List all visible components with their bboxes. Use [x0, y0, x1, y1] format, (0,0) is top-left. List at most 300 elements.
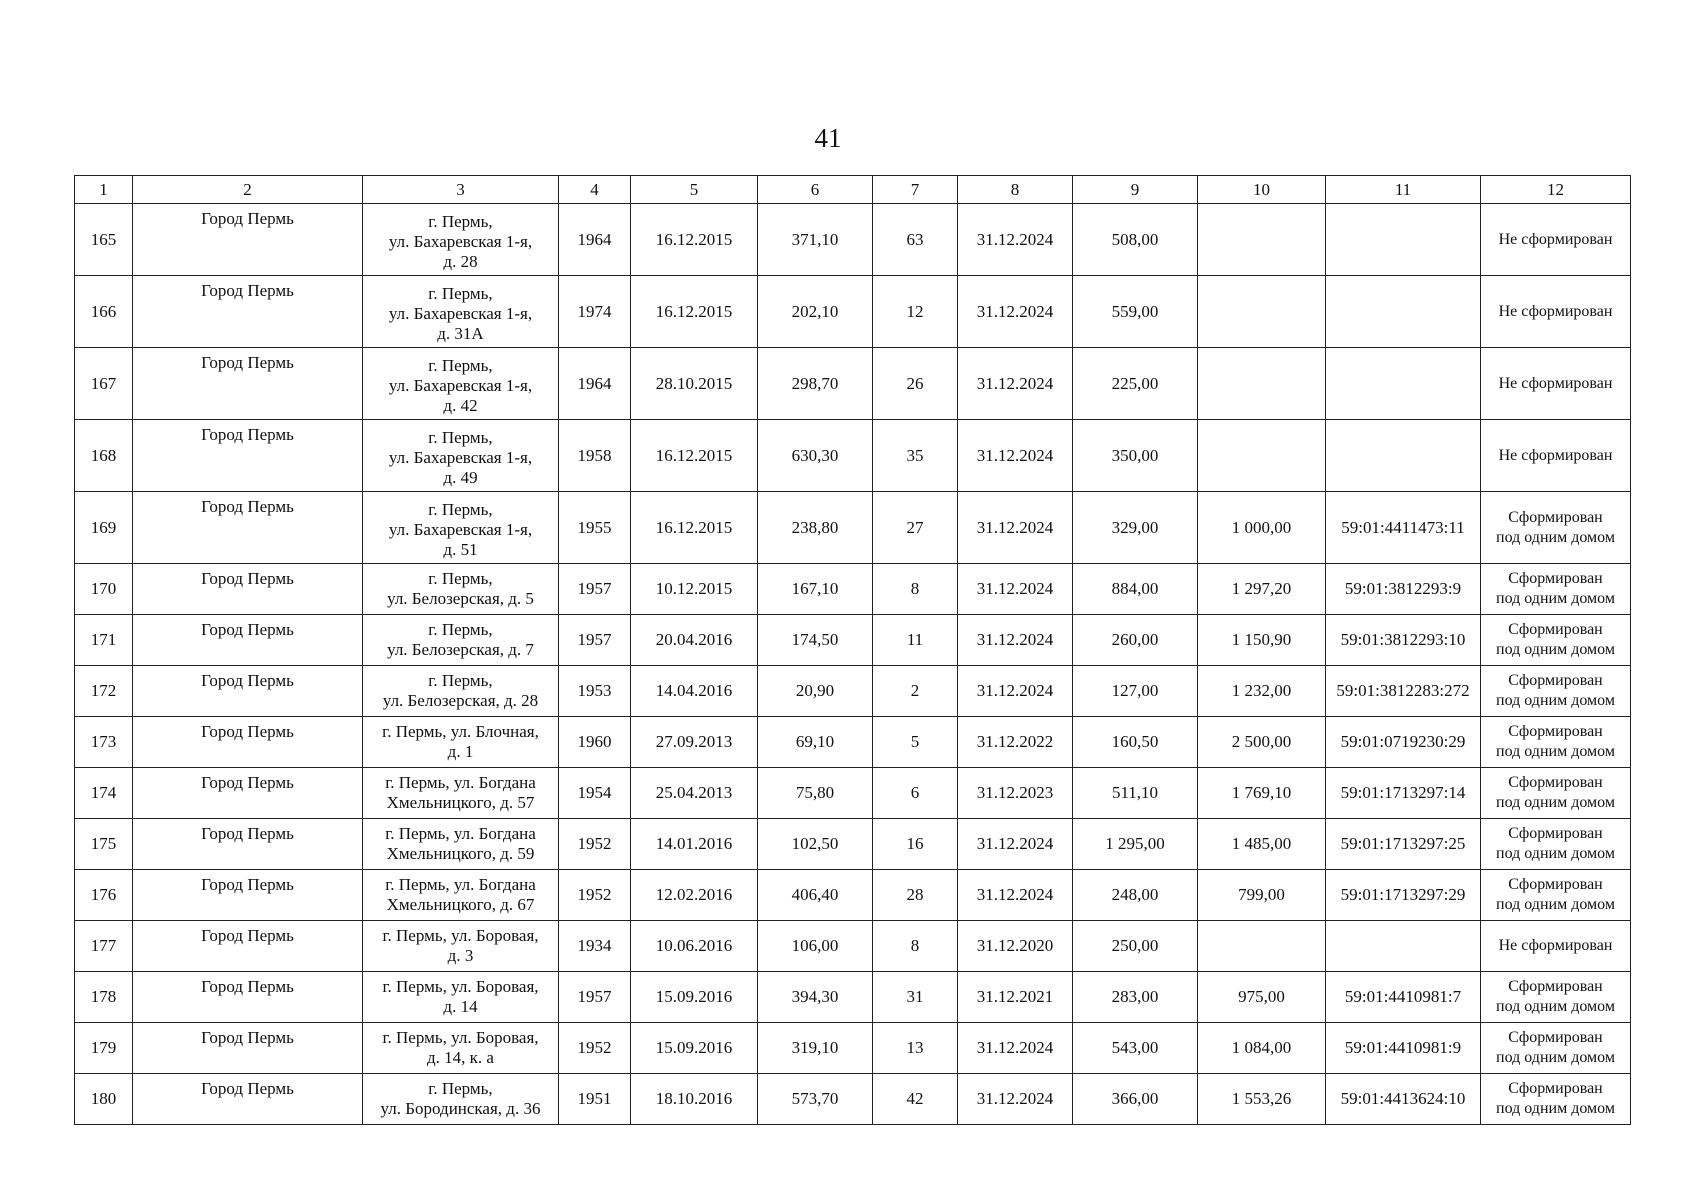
- year-built-cell: [559, 276, 631, 348]
- land-plot-status-cell: [1481, 348, 1631, 420]
- table-row: [75, 819, 1631, 870]
- recognition-date-cell: [631, 819, 758, 870]
- land-plot-area-cell: [1198, 666, 1326, 717]
- recognition-date-cell: [631, 1023, 758, 1074]
- land-plot-status: Сформирован под одним домом: [1496, 1029, 1615, 1066]
- land-plot-status-cell: [1481, 768, 1631, 819]
- land-plot-status: Не сформирован: [1498, 302, 1613, 320]
- table-row: [75, 1023, 1631, 1074]
- planned-resettlement-date: 31.12.2024: [976, 681, 1054, 700]
- planned-resettlement-date: 31.12.2024: [976, 445, 1054, 465]
- area-cell: [758, 921, 873, 972]
- row-number-cell: [75, 717, 133, 768]
- area-cell: [758, 666, 873, 717]
- planned-resettlement-date: 31.12.2024: [976, 885, 1054, 904]
- land-plot-area-cell: [1198, 615, 1326, 666]
- cadastral-number-cell: [1326, 276, 1481, 348]
- municipality-cell: [133, 564, 363, 615]
- recognition-date: 18.10.2016: [655, 1089, 733, 1108]
- address: г. Пермь, ул. Бородинская, д. 36: [380, 1079, 541, 1118]
- table-row: [75, 1074, 1631, 1125]
- address-cell: [363, 1023, 559, 1074]
- recognition-date-cell: [631, 276, 758, 348]
- area: 174,50: [791, 630, 839, 649]
- municipality-cell: [133, 348, 363, 420]
- table-row: [75, 666, 1631, 717]
- area-to-resettle-cell: [1073, 870, 1198, 921]
- area: 102,50: [791, 834, 839, 853]
- recognition-date-cell: [631, 921, 758, 972]
- municipality-cell: [133, 276, 363, 348]
- land-plot-status: Не сформирован: [1498, 374, 1613, 392]
- year-built: 1952: [577, 834, 612, 853]
- cadastral-number-cell: [1326, 768, 1481, 819]
- cadastral-number: 59:01:1713297:29: [1340, 885, 1466, 904]
- year-built: 1964: [577, 373, 612, 393]
- row-number-cell: [75, 870, 133, 921]
- table-row: [75, 492, 1631, 564]
- land-plot-status-cell: [1481, 819, 1631, 870]
- land-plot-area: 1 084,00: [1231, 1038, 1292, 1057]
- column-header: 9: [1073, 176, 1198, 204]
- planned-resettlement-date-cell: [958, 1023, 1073, 1074]
- cadastral-number-cell: [1326, 717, 1481, 768]
- table-row: [75, 276, 1631, 348]
- land-plot-status: Сформирован под одним домом: [1496, 570, 1615, 607]
- residents-count-cell: [873, 1023, 958, 1074]
- cadastral-number-cell: [1326, 921, 1481, 972]
- row-number-cell: [75, 1023, 133, 1074]
- column-header: 8: [958, 176, 1073, 204]
- table-row: [75, 768, 1631, 819]
- address-cell: [363, 348, 559, 420]
- housing-table: [74, 175, 1631, 1125]
- cadastral-number-cell: [1326, 819, 1481, 870]
- column-header: 7: [873, 176, 958, 204]
- cadastral-number: 59:01:1713297:25: [1340, 834, 1466, 853]
- year-built-cell: [559, 564, 631, 615]
- recognition-date: 10.12.2015: [655, 579, 733, 598]
- land-plot-status: Сформирован под одним домом: [1496, 774, 1615, 811]
- residents-count-cell: [873, 564, 958, 615]
- municipality: Город Пермь: [201, 824, 294, 843]
- address-cell: [363, 564, 559, 615]
- column-number-row: [75, 176, 1631, 204]
- address-cell: [363, 276, 559, 348]
- area-to-resettle-cell: [1073, 348, 1198, 420]
- recognition-date: 15.09.2016: [655, 1038, 733, 1057]
- municipality: Город Пермь: [201, 773, 294, 792]
- land-plot-area: 1 769,10: [1231, 783, 1292, 802]
- housing-table-container: [74, 175, 1630, 1125]
- row-number-cell: [75, 768, 133, 819]
- land-plot-status-cell: [1481, 717, 1631, 768]
- land-plot-status: Не сформирован: [1498, 230, 1613, 248]
- land-plot-area-cell: [1198, 492, 1326, 564]
- municipality-cell: [133, 420, 363, 492]
- area: 394,30: [791, 987, 839, 1006]
- cadastral-number: 59:01:3812293:10: [1340, 630, 1466, 649]
- column-header: 6: [758, 176, 873, 204]
- area-cell: [758, 1023, 873, 1074]
- address-cell: [363, 615, 559, 666]
- area-to-resettle-cell: [1073, 717, 1198, 768]
- residents-count: 2: [910, 681, 920, 700]
- cadastral-number: 59:01:4410981:7: [1344, 987, 1462, 1006]
- planned-resettlement-date: 31.12.2024: [976, 630, 1054, 649]
- area-to-resettle-cell: [1073, 492, 1198, 564]
- planned-resettlement-date: 31.12.2023: [976, 783, 1054, 802]
- residents-count-cell: [873, 870, 958, 921]
- recognition-date-cell: [631, 1074, 758, 1125]
- municipality: Город Пермь: [201, 620, 294, 639]
- land-plot-area-cell: [1198, 204, 1326, 276]
- area-to-resettle-cell: [1073, 819, 1198, 870]
- row-number-cell: [75, 204, 133, 276]
- row-number-cell: [75, 564, 133, 615]
- recognition-date-cell: [631, 972, 758, 1023]
- address: г. Пермь, ул. Бахаревская 1-я, д. 42: [388, 355, 533, 415]
- row-number-cell: [75, 972, 133, 1023]
- land-plot-status: Сформирован под одним домом: [1496, 978, 1615, 1015]
- residents-count-cell: [873, 972, 958, 1023]
- planned-resettlement-date: 31.12.2024: [976, 579, 1054, 598]
- municipality: Город Пермь: [201, 281, 294, 300]
- municipality-cell: [133, 615, 363, 666]
- municipality: Город Пермь: [201, 569, 294, 588]
- planned-resettlement-date-cell: [958, 615, 1073, 666]
- residents-count: 8: [910, 579, 920, 598]
- land-plot-area-cell: [1198, 870, 1326, 921]
- recognition-date-cell: [631, 768, 758, 819]
- planned-resettlement-date: 31.12.2024: [976, 1089, 1054, 1108]
- recognition-date-cell: [631, 420, 758, 492]
- residents-count-cell: [873, 204, 958, 276]
- land-plot-status-cell: [1481, 1074, 1631, 1125]
- planned-resettlement-date: 31.12.2024: [976, 1038, 1054, 1057]
- municipality-cell: [133, 1023, 363, 1074]
- area-cell: [758, 717, 873, 768]
- residents-count: 63: [906, 229, 924, 249]
- column-header: 2: [133, 176, 363, 204]
- cadastral-number: 59:01:4411473:11: [1341, 517, 1465, 537]
- area-to-resettle-cell: [1073, 1023, 1198, 1074]
- table-body: [75, 204, 1631, 1125]
- year-built-cell: [559, 819, 631, 870]
- municipality-cell: [133, 972, 363, 1023]
- area: 573,70: [791, 1089, 839, 1108]
- year-built: 1952: [577, 885, 612, 904]
- land-plot-status: Сформирован под одним домом: [1496, 621, 1615, 658]
- planned-resettlement-date-cell: [958, 492, 1073, 564]
- planned-resettlement-date: 31.12.2020: [976, 936, 1054, 955]
- area-to-resettle-cell: [1073, 420, 1198, 492]
- area-to-resettle: 508,00: [1111, 229, 1159, 249]
- address-cell: [363, 819, 559, 870]
- planned-resettlement-date-cell: [958, 768, 1073, 819]
- recognition-date: 15.09.2016: [655, 987, 733, 1006]
- land-plot-area: 1 553,26: [1231, 1089, 1292, 1108]
- cadastral-number-cell: [1326, 1074, 1481, 1125]
- recognition-date: 28.10.2015: [655, 373, 733, 393]
- area-to-resettle: 350,00: [1111, 445, 1159, 465]
- row-number-cell: [75, 420, 133, 492]
- table-row: [75, 870, 1631, 921]
- planned-resettlement-date-cell: [958, 819, 1073, 870]
- address-cell: [363, 666, 559, 717]
- year-built: 1958: [577, 445, 612, 465]
- area-cell: [758, 204, 873, 276]
- planned-resettlement-date-cell: [958, 348, 1073, 420]
- land-plot-status: Сформирован под одним домом: [1496, 508, 1615, 546]
- residents-count-cell: [873, 492, 958, 564]
- year-built-cell: [559, 492, 631, 564]
- cadastral-number-cell: [1326, 870, 1481, 921]
- residents-count: 31: [906, 987, 924, 1006]
- cadastral-number-cell: [1326, 348, 1481, 420]
- residents-count: 11: [906, 630, 924, 649]
- address: г. Пермь, ул. Богдана Хмельницкого, д. 59: [385, 824, 536, 863]
- row-number: 180: [90, 1089, 117, 1108]
- municipality: Город Пермь: [201, 1028, 294, 1047]
- area-cell: [758, 276, 873, 348]
- residents-count-cell: [873, 420, 958, 492]
- address: г. Пермь, ул. Бахаревская 1-я, д. 49: [388, 427, 533, 487]
- address: г. Пермь, ул. Белозерская, д. 7: [387, 620, 534, 659]
- municipality-cell: [133, 768, 363, 819]
- land-plot-area: 799,00: [1238, 885, 1285, 904]
- land-plot-area-cell: [1198, 348, 1326, 420]
- residents-count: 12: [906, 301, 924, 321]
- municipality: Город Пермь: [201, 977, 294, 996]
- address: г. Пермь, ул. Боровая, д. 14, к. а: [382, 1028, 539, 1067]
- land-plot-status-cell: [1481, 276, 1631, 348]
- municipality-cell: [133, 870, 363, 921]
- area: 106,00: [791, 936, 839, 955]
- land-plot-status-cell: [1481, 870, 1631, 921]
- address-cell: [363, 1074, 559, 1125]
- year-built: 1957: [577, 579, 612, 598]
- residents-count-cell: [873, 348, 958, 420]
- municipality: Город Пермь: [201, 671, 294, 690]
- municipality: Город Пермь: [201, 209, 294, 228]
- planned-resettlement-date: 31.12.2021: [976, 987, 1054, 1006]
- planned-resettlement-date: 31.12.2024: [976, 229, 1054, 249]
- address-cell: [363, 492, 559, 564]
- residents-count: 26: [906, 373, 924, 393]
- year-built-cell: [559, 1023, 631, 1074]
- row-number: 171: [90, 630, 117, 649]
- area-cell: [758, 564, 873, 615]
- residents-count: 13: [906, 1038, 924, 1057]
- recognition-date-cell: [631, 348, 758, 420]
- planned-resettlement-date-cell: [958, 921, 1073, 972]
- municipality: Город Пермь: [201, 497, 294, 516]
- land-plot-status-cell: [1481, 564, 1631, 615]
- row-number: 178: [90, 987, 117, 1006]
- residents-count: 5: [910, 732, 920, 751]
- recognition-date-cell: [631, 492, 758, 564]
- column-header: 11: [1326, 176, 1481, 204]
- area-to-resettle: 127,00: [1111, 681, 1159, 700]
- area-to-resettle-cell: [1073, 564, 1198, 615]
- planned-resettlement-date-cell: [958, 972, 1073, 1023]
- area-to-resettle-cell: [1073, 768, 1198, 819]
- recognition-date: 16.12.2015: [655, 445, 733, 465]
- land-plot-area: 1 297,20: [1231, 579, 1292, 598]
- area: 202,10: [791, 301, 839, 321]
- municipality: Город Пермь: [201, 1079, 294, 1098]
- address: г. Пермь, ул. Бахаревская 1-я, д. 28: [388, 211, 533, 271]
- recognition-date-cell: [631, 615, 758, 666]
- row-number-cell: [75, 615, 133, 666]
- land-plot-status-cell: [1481, 666, 1631, 717]
- address-cell: [363, 204, 559, 276]
- page-number: 41: [814, 123, 842, 153]
- land-plot-status: Сформирован под одним домом: [1496, 1080, 1615, 1117]
- row-number: 177: [90, 936, 117, 955]
- area-cell: [758, 819, 873, 870]
- row-number: 167: [90, 373, 117, 393]
- land-plot-area-cell: [1198, 972, 1326, 1023]
- land-plot-area-cell: [1198, 420, 1326, 492]
- row-number: 169: [90, 517, 117, 537]
- planned-resettlement-date-cell: [958, 204, 1073, 276]
- area-cell: [758, 972, 873, 1023]
- residents-count: 28: [906, 885, 924, 904]
- area-cell: [758, 348, 873, 420]
- area-cell: [758, 1074, 873, 1125]
- planned-resettlement-date-cell: [958, 276, 1073, 348]
- area-to-resettle-cell: [1073, 615, 1198, 666]
- year-built-cell: [559, 972, 631, 1023]
- year-built-cell: [559, 870, 631, 921]
- planned-resettlement-date-cell: [958, 420, 1073, 492]
- land-plot-status: Не сформирован: [1498, 446, 1613, 464]
- municipality: Город Пермь: [201, 425, 294, 444]
- residents-count: 8: [910, 936, 920, 955]
- year-built-cell: [559, 348, 631, 420]
- land-plot-area-cell: [1198, 768, 1326, 819]
- year-built: 1957: [577, 630, 612, 649]
- row-number-cell: [75, 666, 133, 717]
- planned-resettlement-date: 31.12.2024: [976, 834, 1054, 853]
- row-number-cell: [75, 492, 133, 564]
- row-number: 179: [90, 1038, 117, 1057]
- residents-count-cell: [873, 768, 958, 819]
- row-number: 172: [90, 681, 117, 700]
- cadastral-number-cell: [1326, 492, 1481, 564]
- area-to-resettle: 250,00: [1111, 936, 1159, 955]
- area-to-resettle-cell: [1073, 204, 1198, 276]
- area-to-resettle: 329,00: [1111, 517, 1159, 537]
- area-cell: [758, 768, 873, 819]
- cadastral-number-cell: [1326, 972, 1481, 1023]
- residents-count: 6: [910, 783, 920, 802]
- column-header: 12: [1481, 176, 1631, 204]
- area: 167,10: [791, 579, 839, 598]
- row-number: 175: [90, 834, 117, 853]
- residents-count: 16: [906, 834, 924, 853]
- residents-count-cell: [873, 276, 958, 348]
- residents-count: 35: [906, 445, 924, 465]
- residents-count-cell: [873, 717, 958, 768]
- year-built: 1951: [577, 1089, 612, 1108]
- area: 630,30: [791, 445, 839, 465]
- area-to-resettle-cell: [1073, 1074, 1198, 1125]
- land-plot-status-cell: [1481, 492, 1631, 564]
- planned-resettlement-date: 31.12.2024: [976, 373, 1054, 393]
- cadastral-number-cell: [1326, 615, 1481, 666]
- cadastral-number-cell: [1326, 420, 1481, 492]
- recognition-date-cell: [631, 870, 758, 921]
- municipality-cell: [133, 921, 363, 972]
- land-plot-status: Сформирован под одним домом: [1496, 723, 1615, 760]
- planned-resettlement-date: 31.12.2024: [976, 301, 1054, 321]
- row-number-cell: [75, 348, 133, 420]
- address: г. Пермь, ул. Белозерская, д. 28: [382, 671, 539, 710]
- area-cell: [758, 492, 873, 564]
- residents-count-cell: [873, 819, 958, 870]
- cadastral-number-cell: [1326, 564, 1481, 615]
- area: 20,90: [795, 681, 835, 700]
- land-plot-area: 1 150,90: [1231, 630, 1292, 649]
- land-plot-area-cell: [1198, 921, 1326, 972]
- column-header: 10: [1198, 176, 1326, 204]
- land-plot-area-cell: [1198, 717, 1326, 768]
- recognition-date-cell: [631, 204, 758, 276]
- row-number: 170: [90, 579, 117, 598]
- row-number: 173: [90, 732, 117, 751]
- year-built-cell: [559, 666, 631, 717]
- year-built: 1952: [577, 1038, 612, 1057]
- area-to-resettle: 225,00: [1111, 373, 1159, 393]
- municipality-cell: [133, 1074, 363, 1125]
- land-plot-area: 2 500,00: [1231, 732, 1292, 751]
- year-built-cell: [559, 420, 631, 492]
- land-plot-status-cell: [1481, 204, 1631, 276]
- row-number: 168: [90, 445, 117, 465]
- land-plot-area-cell: [1198, 1074, 1326, 1125]
- municipality-cell: [133, 492, 363, 564]
- planned-resettlement-date: 31.12.2024: [976, 517, 1054, 537]
- cadastral-number: 59:01:3812283:272: [1336, 681, 1470, 700]
- municipality-cell: [133, 717, 363, 768]
- planned-resettlement-date-cell: [958, 717, 1073, 768]
- year-built: 1964: [577, 229, 612, 249]
- table-row: [75, 564, 1631, 615]
- address: г. Пермь, ул. Боровая, д. 14: [382, 977, 539, 1016]
- cadastral-number: 59:01:1713297:14: [1340, 783, 1466, 802]
- land-plot-status: Не сформирован: [1498, 937, 1613, 954]
- residents-count-cell: [873, 921, 958, 972]
- year-built: 1954: [577, 783, 612, 802]
- land-plot-area: 975,00: [1238, 987, 1285, 1006]
- row-number-cell: [75, 276, 133, 348]
- land-plot-area-cell: [1198, 1023, 1326, 1074]
- address: г. Пермь, ул. Боровая, д. 3: [382, 926, 539, 965]
- address: г. Пермь, ул. Белозерская, д. 5: [387, 569, 534, 608]
- land-plot-area: 1 232,00: [1231, 681, 1292, 700]
- planned-resettlement-date: 31.12.2022: [976, 732, 1054, 751]
- area-to-resettle: 543,00: [1111, 1038, 1159, 1057]
- address: г. Пермь, ул. Бахаревская 1-я, д. 31А: [388, 283, 533, 343]
- land-plot-area-cell: [1198, 276, 1326, 348]
- cadastral-number: 59:01:0719230:29: [1340, 732, 1466, 751]
- row-number: 166: [90, 301, 117, 321]
- land-plot-status-cell: [1481, 420, 1631, 492]
- column-header: 5: [631, 176, 758, 204]
